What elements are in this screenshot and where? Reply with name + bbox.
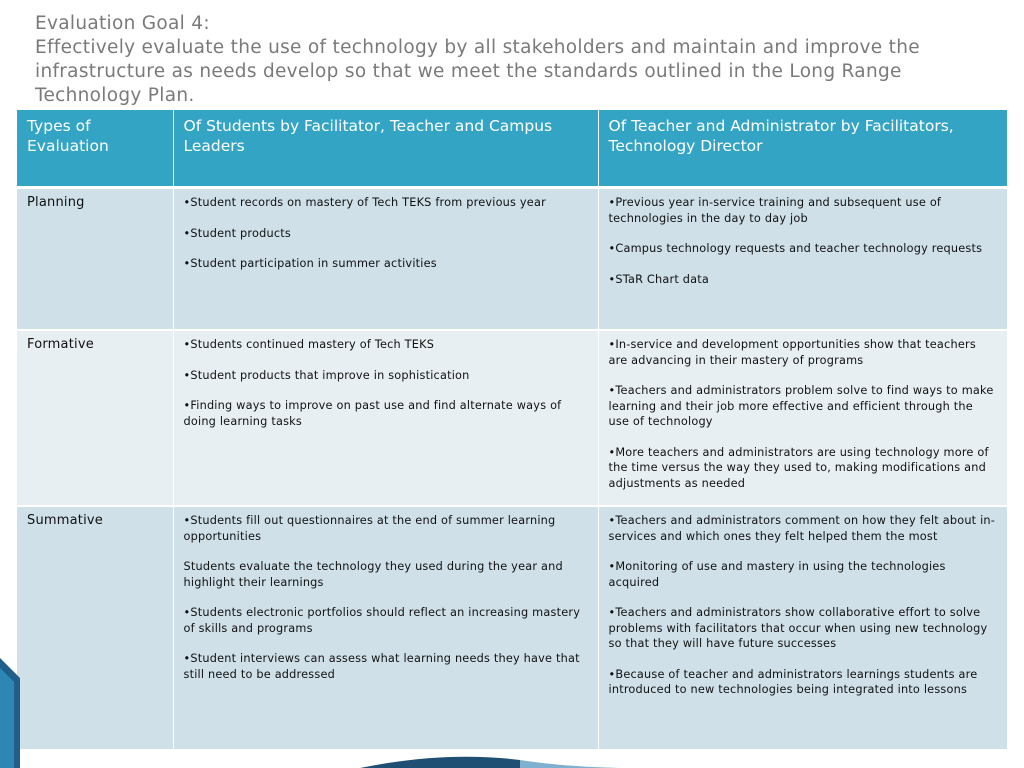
header-row	[17, 110, 1007, 188]
table-row-summative	[17, 506, 1007, 750]
header-types: Types of Evaluation	[17, 110, 173, 188]
table-row-planning	[17, 188, 1007, 331]
evaluation-grid	[17, 110, 1008, 751]
table-row-formative	[17, 330, 1007, 506]
header-teachers: Of Teacher and Administrator by Facilitators, Technology Director	[598, 110, 1007, 188]
cell-summative-teachers	[598, 506, 1007, 750]
row-label-formative: Formative	[17, 330, 173, 506]
list-item: •Students fill out questionnaires at the end of summer learning opportunities	[183, 514, 556, 543]
cell-planning-teachers	[598, 188, 1007, 331]
swoosh-bottom-dark	[360, 757, 520, 768]
list-item: •Students continued mastery of Tech TEKS	[183, 338, 435, 351]
list-item: •Student interviews can assess what learning needs they have that still need to be addressed	[183, 652, 580, 681]
list-item: •Student participation in summer activities	[183, 257, 437, 270]
list-item: •Campus technology requests and teacher technology requests	[608, 242, 983, 255]
row-label-summative: Summative	[17, 506, 173, 750]
title-line: Technology Plan.	[35, 85, 195, 106]
title-line: Evaluation Goal 4:	[35, 13, 210, 34]
list-item: •Students electronic portfolios should reflect an increasing mastery of skills and programs	[183, 606, 581, 635]
header-students: Of Students by Facilitator, Teacher and Campus Leaders	[173, 110, 598, 188]
list-item: •STaR Chart data	[608, 272, 710, 286]
list-item: Students evaluate the technology they used during the year and highlight their learnings	[183, 560, 563, 589]
list-item: •Finding ways to improve on past use and find alternate ways of doing learning tasks	[183, 399, 562, 428]
list-item: •Previous year in-service training and subsequent use of technologies in the day to day job	[608, 196, 942, 225]
list-item: •Teachers and administrators comment on how they felt about in-services and which ones they felt helped them the most	[608, 514, 996, 543]
list-item: •Teachers and administrators show collaborative effort to solve problems with facilitators that occur when using new technology so that they will have future successes	[608, 606, 988, 650]
title-line: infrastructure as needs develop so that we meet the standards outlined in the Long Range	[35, 61, 902, 82]
cell-summative-students	[173, 506, 598, 750]
list-item: •More teachers and administrators are using technology more of the time versus the way they used to, making modifications and adjustments as needed	[608, 445, 989, 490]
evaluation-table	[17, 110, 1007, 751]
cell-formative-teachers	[598, 330, 1007, 506]
slide-title	[35, 12, 995, 108]
cell-formative-students	[173, 330, 598, 506]
swoosh-light	[0, 668, 14, 768]
row-label-planning: Planning	[17, 188, 173, 331]
list-item: •Teachers and administrators problem solve to find ways to make learning and their job more effective and efficient through the use of technology	[608, 384, 994, 428]
list-item: •Because of teacher and administrators learnings students are introduced to new technologies being integrated into lessons	[608, 667, 978, 696]
list-item: •Student products	[183, 226, 291, 240]
list-item: •Monitoring of use and mastery in using the technologies acquired	[608, 560, 946, 589]
list-item: •In-service and development opportunities show that teachers are advancing in their mastery of programs	[608, 338, 976, 367]
title-line: Effectively evaluate the use of technology by all stakeholders and maintain and improve the	[35, 37, 920, 58]
list-item: •Student records on mastery of Tech TEKS from previous year	[183, 196, 546, 209]
list-item: •Student products that improve in sophistication	[183, 368, 470, 382]
cell-planning-students	[173, 188, 598, 331]
swoosh-bottom-light	[520, 760, 620, 768]
